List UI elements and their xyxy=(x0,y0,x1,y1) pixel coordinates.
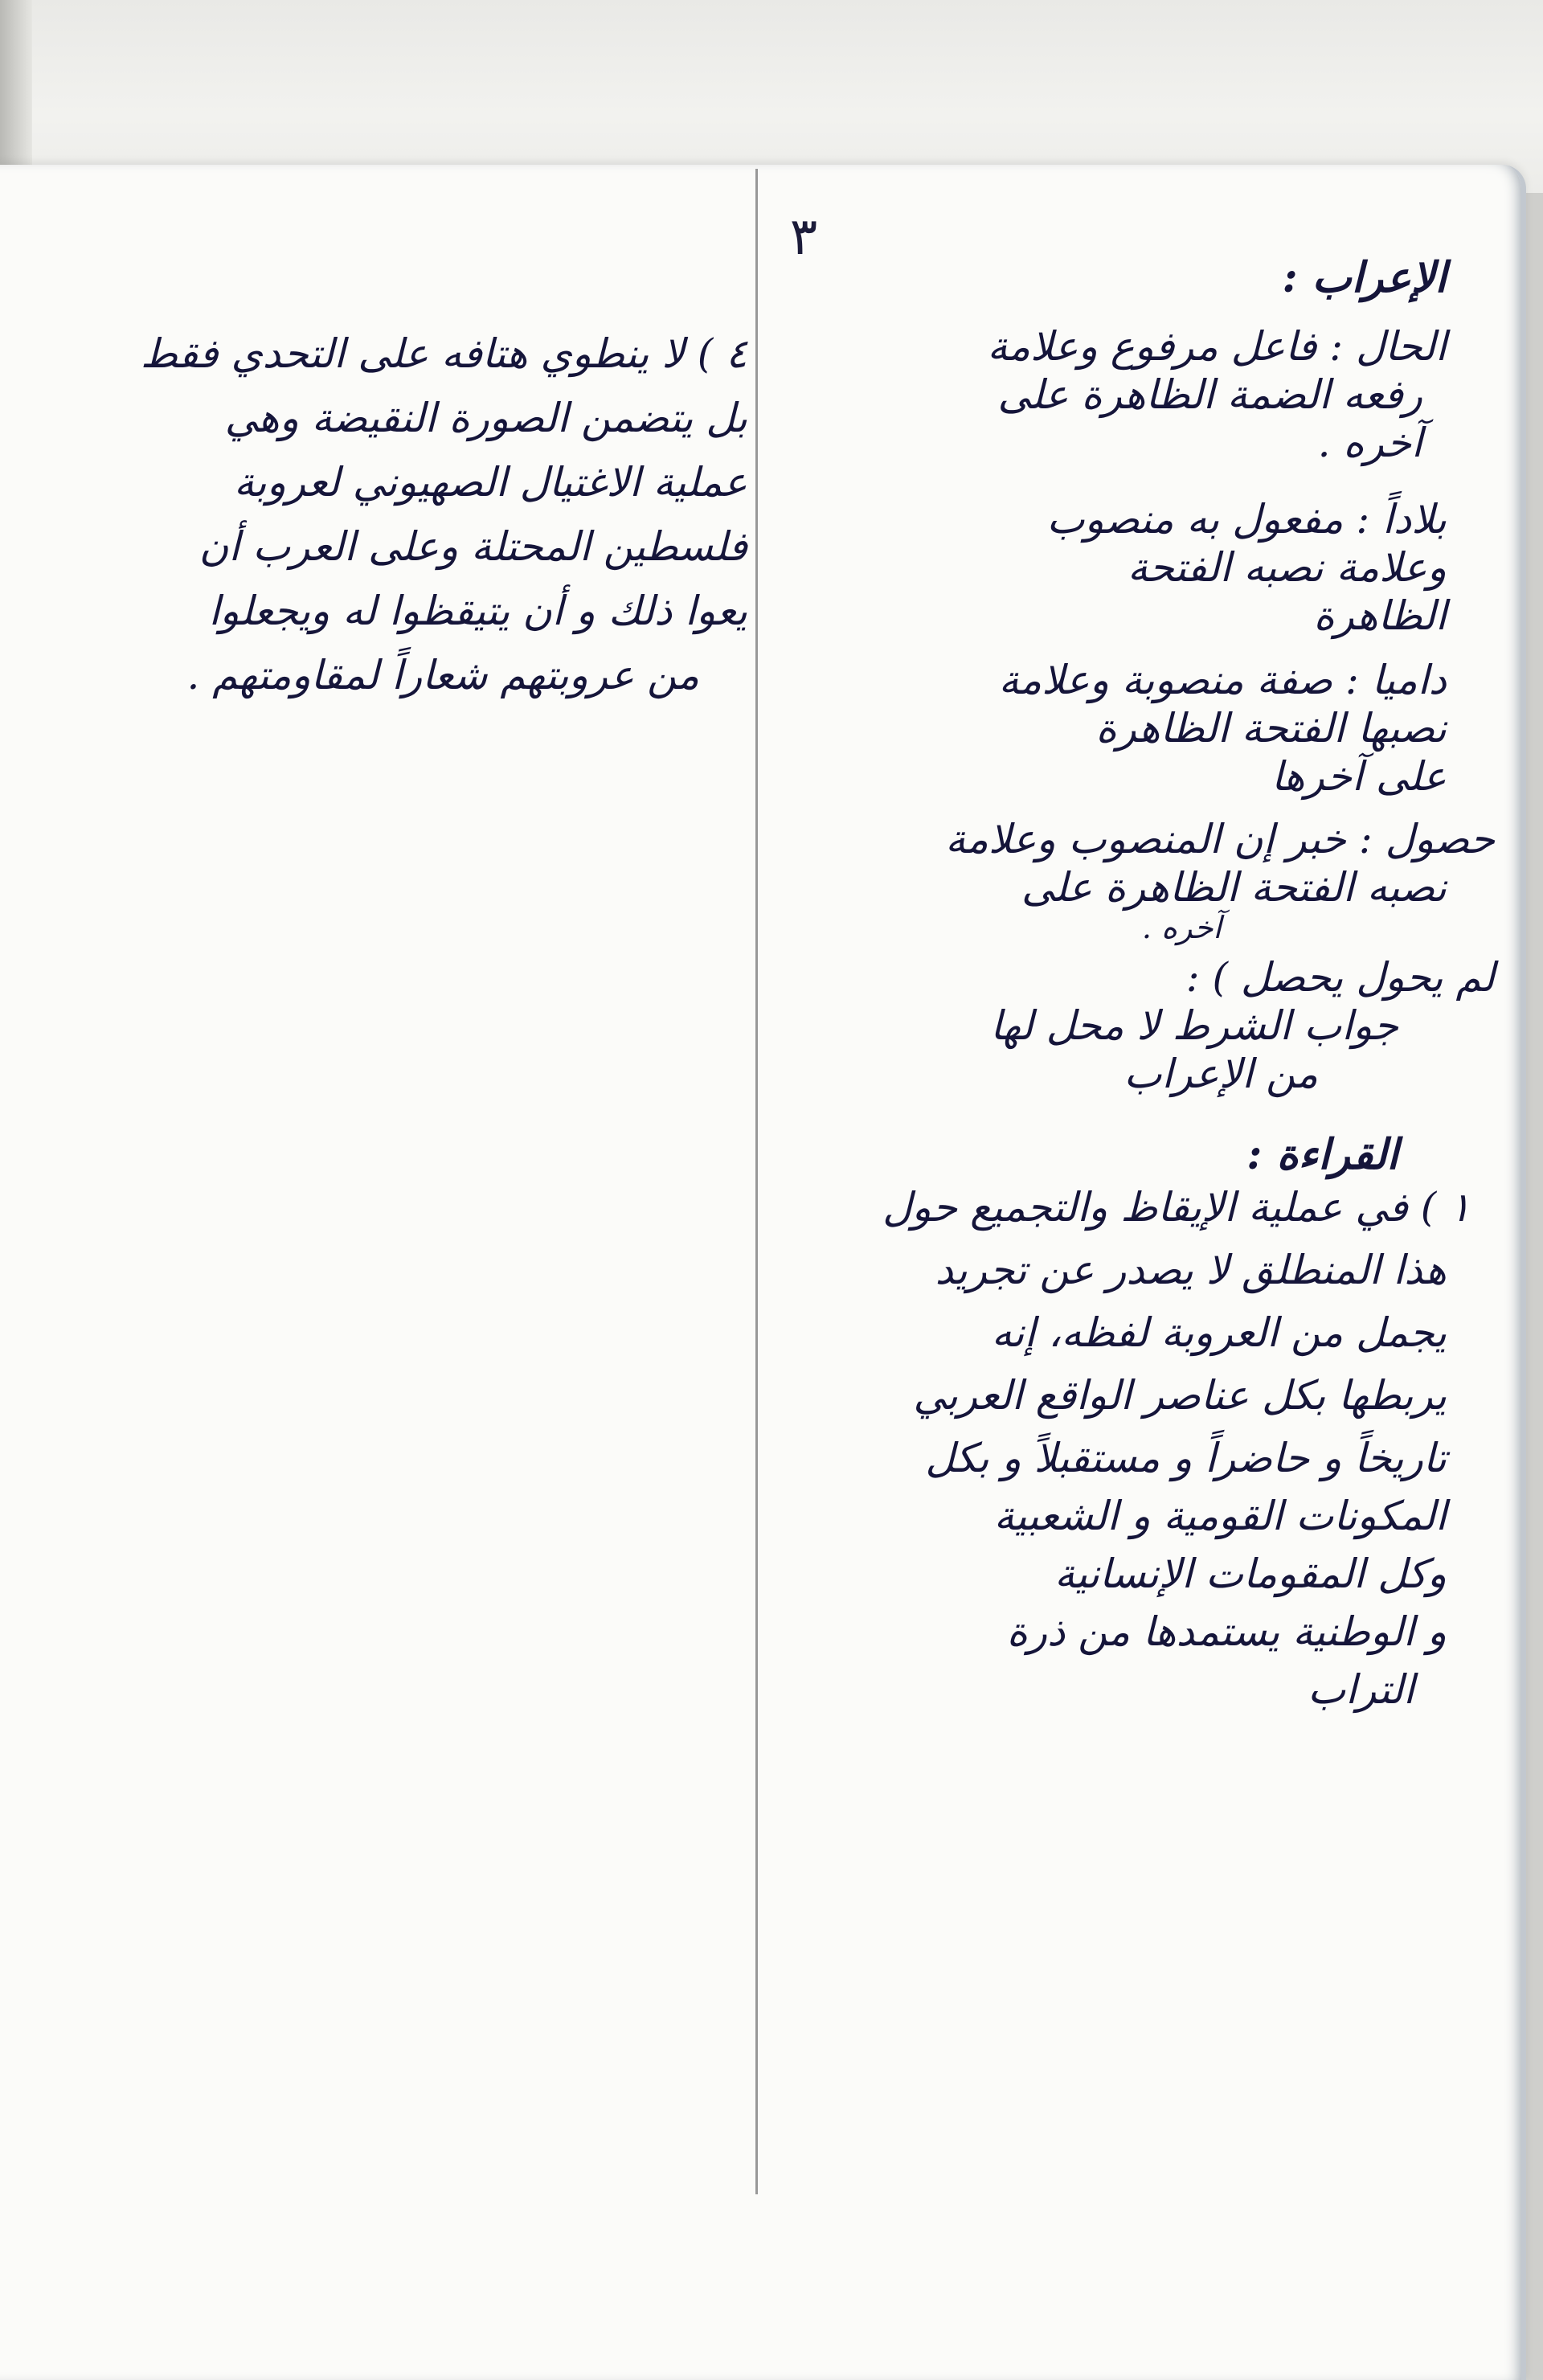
underlying-page-edge xyxy=(0,0,32,193)
reading-line: يربطها بكل عناصر الواقع العربي xyxy=(913,1371,1447,1419)
reading-answer xyxy=(772,1183,1471,1714)
irab-line: جواب الشرط لا محل لها xyxy=(990,1002,1398,1049)
answer-four-line: ٤ ) لا ينطوي هتافه على التحدي فقط xyxy=(140,330,747,377)
irab-line: آخره . xyxy=(1317,420,1422,466)
irab-line: على آخرها xyxy=(1271,753,1447,800)
irab-item-husul xyxy=(772,815,1495,945)
answer-four-line: من عروبتهم شعاراً لمقاومتهم . xyxy=(186,652,699,698)
answer-four-line: يعوا ذلك و أن يتيقظوا له ويجعلوا xyxy=(208,588,747,634)
answer-four-line: فلسطين المحتلة وعلى العرب أن xyxy=(199,523,747,570)
irab-heading: الإعراب : xyxy=(1282,253,1447,302)
irab-item-jawab xyxy=(772,953,1495,1098)
irab-line: رفعه الضمة الظاهرة على xyxy=(997,371,1422,418)
irab-line: حصول : خبر إن المنصوب وعلامة xyxy=(945,816,1495,862)
irab-line: نصبه الفتحة الظاهرة على xyxy=(1021,864,1447,911)
reading-line: و الوطنية يستمدها من ذرة xyxy=(1006,1608,1447,1655)
irab-line: داميا : صفة منصوبة وعلامة xyxy=(998,657,1447,703)
irab-line: من الإعراب xyxy=(1123,1050,1318,1097)
reading-heading: القراءة : xyxy=(1246,1129,1398,1179)
answer-four-line: بل يتضمن الصورة النقيضة وهي xyxy=(224,395,747,441)
column-divider-line xyxy=(755,169,758,2194)
reading-line: ١ ) في عملية الإيقاظ والتجميع حول xyxy=(882,1183,1471,1231)
irab-line: نصبها الفتحة الظاهرة xyxy=(1095,705,1447,752)
irab-line: وعلامة نصبه الفتحة xyxy=(1128,544,1447,591)
irab-line: الحال : فاعل مرفوع وعلامة xyxy=(987,323,1447,370)
right-column xyxy=(772,253,1495,1714)
irab-item-damiyan xyxy=(772,656,1447,801)
reading-line: تاريخاً و حاضراً و مستقبلاً و بكل xyxy=(925,1434,1447,1481)
left-column xyxy=(32,330,747,699)
underlying-page xyxy=(0,0,1543,193)
answer-four-line: عملية الاغتيال الصهيوني لعروبة xyxy=(233,459,747,506)
irab-line: بلاداً : مفعول به منصوب xyxy=(1046,496,1447,543)
reading-line: هذا المنطلق لا يصدر عن تجريد xyxy=(935,1246,1447,1293)
page-number: ٣ xyxy=(789,207,818,267)
reading-line: يجمل من العروبة لفظه، إنه xyxy=(991,1309,1447,1356)
irab-line: لم يحول يحصل ) : xyxy=(1185,953,1495,1001)
irab-line: الظاهرة xyxy=(1313,592,1447,639)
reading-line: وكل المقومات الإنسانية xyxy=(1054,1550,1447,1597)
reading-line: التراب xyxy=(1308,1665,1414,1713)
irab-item-hal xyxy=(772,322,1447,467)
reading-line: المكونات القومية و الشعبية xyxy=(993,1492,1447,1539)
irab-item-biladan xyxy=(772,495,1447,640)
irab-line-tail: آخره . xyxy=(1141,910,1222,945)
